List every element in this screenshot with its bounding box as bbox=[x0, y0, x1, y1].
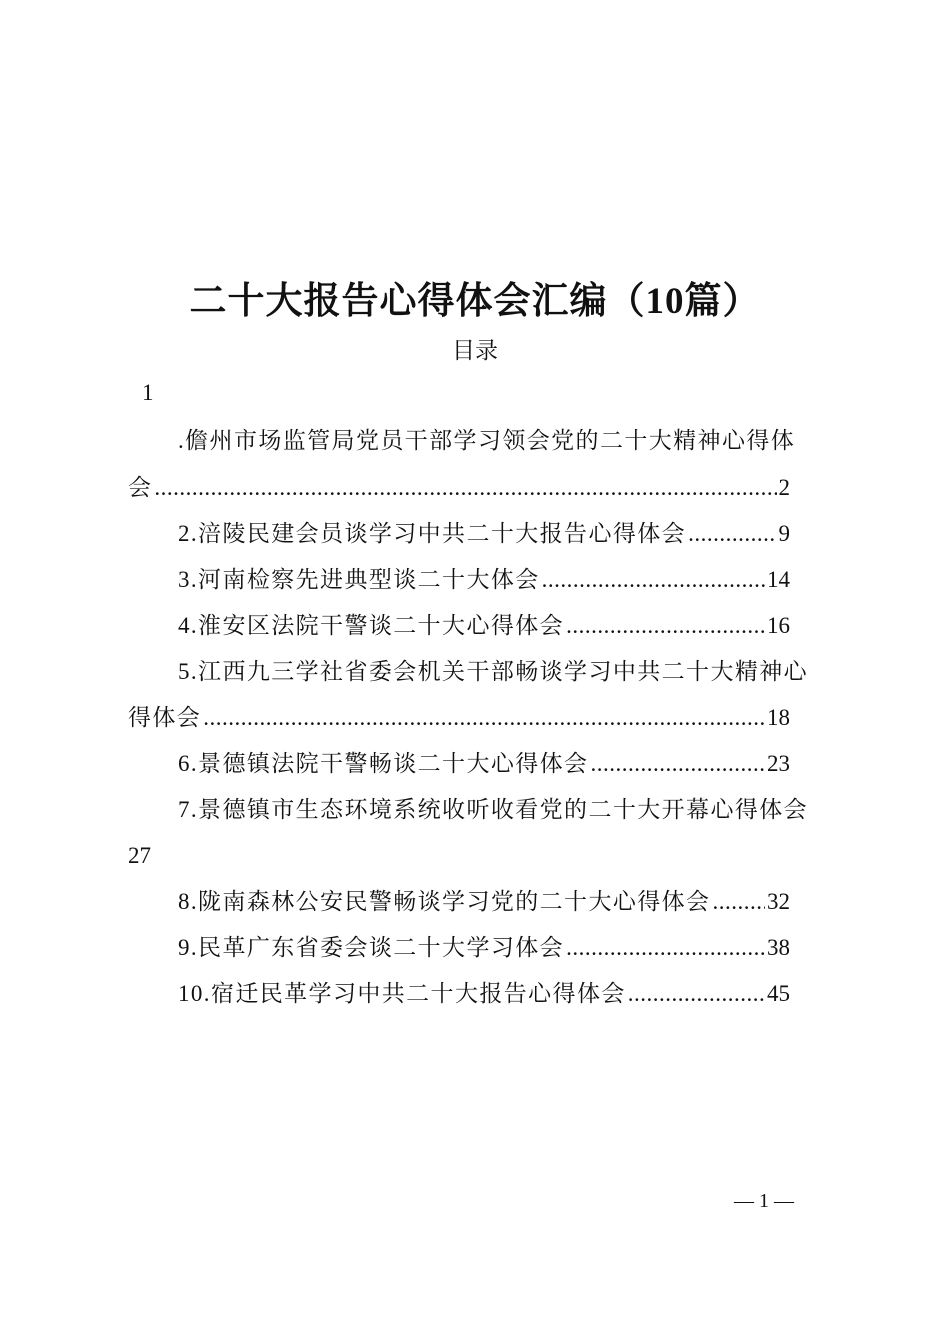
toc-entry-8-text: 8.陇南森林公安民警畅谈学习党的二十大心得体会 bbox=[178, 889, 711, 914]
stray-number: 1 bbox=[142, 380, 154, 405]
toc-entry-3[interactable] bbox=[178, 565, 790, 595]
toc-entry-9[interactable] bbox=[178, 933, 790, 963]
toc-entry-7-line-1[interactable]: 7.景德镇市生态环境系统收听收看党的二十大开幕心得体会 bbox=[178, 797, 809, 822]
dot-leader bbox=[628, 979, 765, 1009]
dot-leader bbox=[154, 473, 776, 503]
toc-entry-1-text: 会 bbox=[128, 475, 153, 500]
toc-heading: 目录 bbox=[452, 338, 498, 363]
toc-entry-5-text: 得体会 bbox=[128, 705, 202, 730]
toc-entry-4-text: 4.淮安区法院干警谈二十大心得体会 bbox=[178, 613, 565, 638]
page-number-footer: — 1 — bbox=[734, 1190, 794, 1212]
toc-entry-2[interactable] bbox=[178, 519, 790, 549]
toc-entry-7-page[interactable]: 27 bbox=[128, 843, 151, 868]
toc-entry-6-page: 23 bbox=[767, 751, 790, 776]
toc-entry-9-text: 9.民革广东省委会谈二十大学习体会 bbox=[178, 935, 565, 960]
toc-entry-10[interactable] bbox=[178, 979, 790, 1009]
toc-entry-1-line-1[interactable]: .儋州市场监管局党员干部学习领会党的二十大精神心得体 bbox=[178, 428, 796, 453]
toc-entry-4-page: 16 bbox=[767, 613, 790, 638]
toc-entry-4[interactable] bbox=[178, 611, 790, 641]
toc-entry-1-page: 2 bbox=[778, 475, 790, 500]
toc-entry-9-page: 38 bbox=[767, 935, 790, 960]
toc-entry-10-page: 45 bbox=[767, 981, 790, 1006]
dot-leader bbox=[688, 519, 776, 549]
dot-leader bbox=[566, 611, 765, 641]
dot-leader bbox=[590, 749, 765, 779]
toc-entry-2-text: 2.涪陵民建会员谈学习中共二十大报告心得体会 bbox=[178, 521, 687, 546]
toc-entry-8[interactable] bbox=[178, 887, 790, 917]
dot-leader bbox=[712, 887, 765, 917]
dot-leader bbox=[566, 933, 765, 963]
toc-entry-5-line-1[interactable]: 5.江西九三学社省委会机关干部畅谈学习中共二十大精神心 bbox=[178, 659, 809, 684]
toc-entry-5-page: 18 bbox=[767, 705, 790, 730]
toc-entry-3-text: 3.河南检察先进典型谈二十大体会 bbox=[178, 567, 540, 592]
dot-leader bbox=[542, 565, 765, 595]
toc-entry-1-line-2[interactable] bbox=[128, 473, 790, 503]
toc-entry-6-text: 6.景德镇法院干警畅谈二十大心得体会 bbox=[178, 751, 589, 776]
toc-entry-10-text: 10.宿迁民革学习中共二十大报告心得体会 bbox=[178, 981, 626, 1006]
document-title: 二十大报告心得体会汇编（10篇） bbox=[189, 281, 761, 322]
toc-entry-8-page: 32 bbox=[767, 889, 790, 914]
toc-entry-2-page: 9 bbox=[778, 521, 790, 546]
dot-leader bbox=[203, 703, 765, 733]
toc-entry-3-page: 14 bbox=[767, 567, 790, 592]
toc-entry-5-line-2[interactable] bbox=[128, 703, 790, 733]
toc-entry-6[interactable] bbox=[178, 749, 790, 779]
